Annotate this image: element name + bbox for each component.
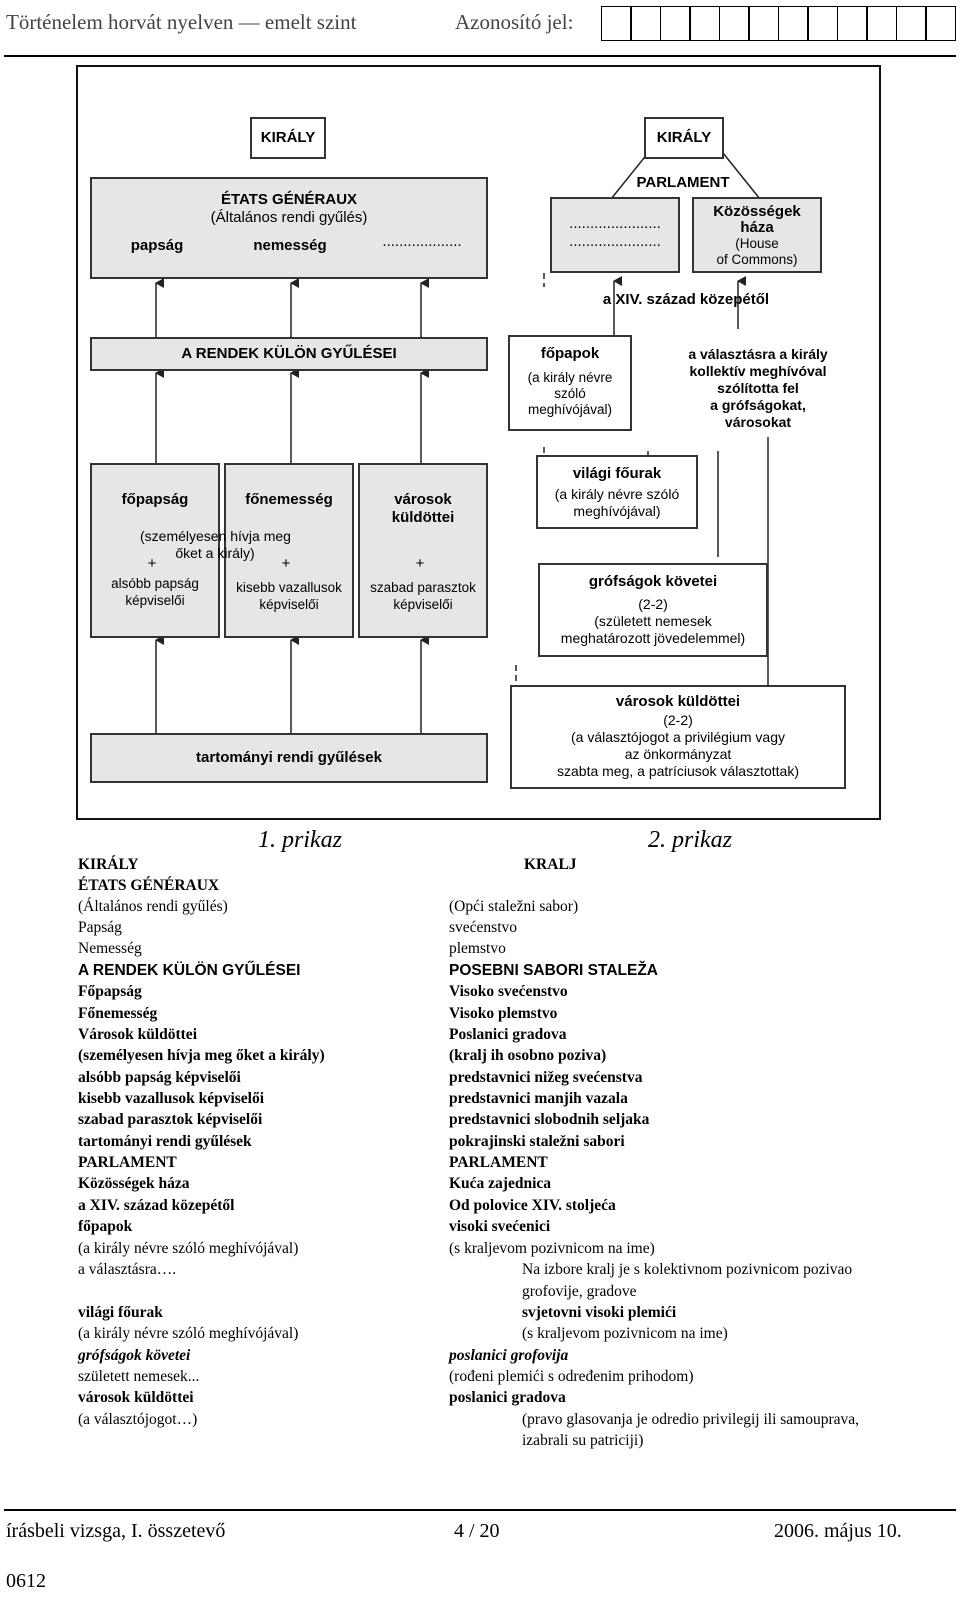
commons-box bbox=[692, 197, 822, 273]
id-box[interactable] bbox=[630, 6, 661, 41]
gloss-hr: Na izbore kralj je s kolektivnom pozivnicom pozivao bbox=[522, 1261, 853, 1278]
fopapsag-bottom-1: alsóbb papság bbox=[111, 576, 199, 591]
vilagi-1: világi főurak bbox=[572, 465, 662, 482]
gloss-hr: (s kraljevom pozivnicom na ime) bbox=[522, 1325, 728, 1342]
vilagi-box bbox=[536, 455, 698, 529]
commons-4: of Commons) bbox=[716, 252, 798, 267]
right-king-box bbox=[644, 117, 724, 159]
vilagi-2: (a király névre szóló bbox=[554, 486, 680, 502]
id-box[interactable] bbox=[660, 6, 691, 41]
gloss-hr: Visoko plemstvo bbox=[449, 1005, 558, 1022]
gloss-hu: főpapok bbox=[78, 1218, 133, 1235]
gloss-hr: grofovije, gradove bbox=[522, 1283, 637, 1300]
gloss-hr: predstavnici manjih vazala bbox=[449, 1090, 628, 1107]
tartomanyi-box bbox=[90, 733, 488, 783]
gloss-hu: született nemesek... bbox=[78, 1368, 200, 1385]
lords-dots-1: ...................... bbox=[569, 215, 661, 232]
gloss-hr: (Opći staležni sabor) bbox=[449, 898, 579, 915]
parlament-label: PARLAMENT bbox=[636, 174, 730, 191]
left-king-label: KIRÁLY bbox=[260, 129, 316, 146]
varos-2: (2-2) bbox=[663, 712, 693, 728]
gloss-hr: predstavnici nižeg svećenstva bbox=[449, 1069, 643, 1086]
id-box[interactable] bbox=[719, 6, 750, 41]
grof-4: meghatározott jövedelemmel) bbox=[560, 630, 746, 646]
footer-date: 2006. május 10. bbox=[774, 1520, 902, 1542]
id-box[interactable] bbox=[778, 6, 809, 41]
rendek-label: A RENDEK KÜLÖN GYŰLÉSEI bbox=[181, 345, 397, 362]
gloss-hr: poslanici gradova bbox=[449, 1389, 566, 1406]
lords-dots-2: ...................... bbox=[569, 233, 661, 250]
vilagi-3: meghívójával) bbox=[573, 503, 661, 519]
grof-1: grófságok követei bbox=[588, 573, 718, 590]
gloss-hu: Közösségek háza bbox=[78, 1175, 190, 1192]
gloss-hu: Nemesség bbox=[78, 940, 142, 957]
gloss-hu: Városok küldöttei bbox=[78, 1026, 197, 1043]
gloss-hr: plemstvo bbox=[449, 940, 506, 957]
gloss-hu: ÉTATS GÉNÉRAUX bbox=[78, 877, 220, 894]
fonemesseg-title: főnemesség bbox=[245, 491, 333, 508]
rendek-box bbox=[90, 337, 488, 371]
personal-invite-1: (személyesen hívja meg bbox=[140, 528, 291, 544]
etats-nemesseg: nemesség bbox=[253, 237, 327, 254]
varosok-plus: + bbox=[415, 555, 425, 572]
gloss-hu: (Általános rendi gyűlés) bbox=[78, 898, 228, 915]
gloss-hr: KRALJ bbox=[524, 856, 577, 873]
gloss-hu: (a király névre szóló meghívójával) bbox=[78, 1240, 299, 1257]
gloss-hu: szabad parasztok képviselői bbox=[78, 1111, 263, 1128]
valasztas-3: szólította fel bbox=[717, 380, 799, 396]
header-rule bbox=[4, 55, 956, 57]
fopapok-3: meghívójával) bbox=[527, 402, 613, 417]
gloss-hr: visoki svećenici bbox=[449, 1218, 551, 1235]
varosok-title-1: városok bbox=[394, 491, 452, 508]
lords-dots-box bbox=[550, 197, 680, 273]
gloss-hu: a XIV. század közepétől bbox=[78, 1197, 235, 1214]
personal-invite-2: őket a király) bbox=[175, 545, 255, 561]
gloss-hr: Kuća zajednica bbox=[449, 1175, 552, 1192]
grofsagok-box bbox=[538, 563, 768, 657]
gloss-hu: tartományi rendi gyűlések bbox=[78, 1133, 252, 1150]
varosok-bottom-2: képviselői bbox=[393, 597, 453, 612]
left-king-box bbox=[250, 117, 326, 159]
varos-5: szabta meg, a patríciusok választottak) bbox=[557, 763, 799, 779]
gloss-hr: izabrali su patriciji) bbox=[522, 1432, 644, 1449]
gloss-hu: A RENDEK KÜLÖN GYŰLÉSEI bbox=[78, 962, 301, 979]
etats-papsag: papság bbox=[130, 237, 184, 254]
fopapsag-plus: + bbox=[147, 555, 157, 572]
gloss-hr: Od polovice XIV. stoljeća bbox=[449, 1197, 616, 1214]
valasztas-2: kollektív meghívóval bbox=[689, 363, 827, 379]
etats-dots: ................... bbox=[382, 233, 462, 250]
gloss-hu: Papság bbox=[78, 919, 122, 936]
estates-diagram bbox=[76, 65, 881, 820]
footer-page-number: 4 / 20 bbox=[454, 1520, 500, 1542]
fopapok-2: szóló bbox=[554, 386, 586, 401]
fopapok-title: főpapok bbox=[540, 345, 600, 362]
gloss-hr: PARLAMENT bbox=[449, 1154, 548, 1171]
etats-generaux-box bbox=[90, 177, 488, 279]
gloss-hu: alsóbb papság képviselői bbox=[78, 1069, 241, 1086]
gloss-hu: Főpapság bbox=[78, 983, 142, 1000]
gloss-hr: (s kraljevom pozivnicom na ime) bbox=[449, 1240, 655, 1257]
id-box[interactable] bbox=[689, 6, 720, 41]
gloss-hr: pokrajinski staležni sabori bbox=[449, 1133, 625, 1150]
fonemesseg-bottom-1: kisebb vazallusok bbox=[236, 580, 342, 595]
id-box[interactable] bbox=[866, 6, 897, 41]
valasztas-4: a grófságokat, bbox=[710, 397, 806, 413]
id-box[interactable] bbox=[837, 6, 868, 41]
fonemesseg-plus: + bbox=[281, 555, 291, 572]
fopapsag-bottom-2: képviselői bbox=[125, 593, 185, 608]
gloss-hr: (kralj ih osobno poziva) bbox=[449, 1047, 607, 1064]
page-header bbox=[0, 0, 960, 58]
gloss-hr: predstavnici slobodnih seljaka bbox=[449, 1111, 650, 1128]
id-box[interactable] bbox=[925, 6, 956, 41]
right-king-label: KIRÁLY bbox=[656, 129, 712, 146]
valasztas-1: a választásra a király bbox=[688, 346, 828, 362]
gloss-hu: grófságok követei bbox=[78, 1347, 191, 1364]
gloss-hu: (a választójogot…) bbox=[78, 1411, 198, 1428]
gloss-hu: a választásra…. bbox=[78, 1261, 177, 1278]
tartomanyi-label: tartományi rendi gyűlések bbox=[196, 749, 382, 766]
id-box[interactable] bbox=[807, 6, 838, 41]
gloss-hr: poslanici grofovija bbox=[449, 1347, 569, 1364]
footer-code: 0612 bbox=[6, 1570, 46, 1592]
gloss-hr: (pravo glasovanja je odredio privilegij ili samouprava, bbox=[522, 1411, 860, 1428]
gloss-hr: POSEBNI SABORI STALEŽA bbox=[449, 962, 658, 979]
varosok-box bbox=[358, 463, 488, 638]
header-title: Történelem horvát nyelven — emelt szint bbox=[6, 10, 357, 34]
commons-1: Közösségek bbox=[713, 203, 801, 220]
varosok-title-2: küldöttei bbox=[391, 509, 455, 526]
gloss-hr: Poslanici gradova bbox=[449, 1026, 567, 1043]
varosok-bottom-1: szabad parasztok bbox=[370, 580, 476, 595]
id-box[interactable] bbox=[601, 6, 632, 41]
etats-subtitle: (Általános rendi gyűlés) bbox=[210, 209, 368, 226]
gloss-hr: Visoko svećenstvo bbox=[449, 983, 568, 1000]
xiv-label: a XIV. század közepétől bbox=[602, 291, 770, 308]
etats-title: ÉTATS GÉNÉRAUX bbox=[220, 191, 358, 208]
id-box[interactable] bbox=[896, 6, 927, 41]
varosok-kuldottei-box bbox=[510, 685, 846, 789]
gloss-hu: (személyesen hívja meg őket a király) bbox=[78, 1047, 325, 1064]
heading-prikaz-2: 2. prikaz bbox=[648, 827, 732, 853]
fopapok-box bbox=[508, 335, 632, 431]
id-boxes bbox=[602, 6, 956, 41]
varos-4: az önkormányzat bbox=[624, 746, 732, 762]
footer-exam-label: írásbeli vizsga, I. összetevő bbox=[6, 1520, 226, 1542]
id-label: Azonosító jel: bbox=[455, 10, 574, 34]
gloss-hr: svjetovni visoki plemići bbox=[522, 1304, 677, 1321]
gloss-hu: PARLAMENT bbox=[78, 1154, 177, 1171]
fonemesseg-bottom-2: képviselői bbox=[259, 597, 319, 612]
footer-rule bbox=[4, 1509, 956, 1511]
gloss-hr: svećenstvo bbox=[449, 919, 518, 936]
commons-3: (House bbox=[735, 236, 779, 251]
gloss-hu: (a király névre szóló meghívójával) bbox=[78, 1325, 299, 1342]
gloss-hu: Főnemesség bbox=[78, 1005, 158, 1022]
varos-1: városok küldöttei bbox=[615, 693, 741, 710]
varos-3: (a választójogot a privilégium vagy bbox=[571, 729, 785, 745]
grof-3: (született nemesek bbox=[594, 613, 712, 629]
gloss-hu: világi főurak bbox=[78, 1304, 163, 1321]
gloss-hu: városok küldöttei bbox=[78, 1389, 194, 1406]
grof-2: (2-2) bbox=[638, 596, 668, 612]
commons-2: háza bbox=[740, 219, 774, 236]
gloss-hr: (rođeni plemići s određenim prihodom) bbox=[449, 1368, 694, 1385]
gloss-hu: kisebb vazallusok képviselői bbox=[78, 1090, 265, 1107]
gloss-hu: KIRÁLY bbox=[78, 856, 139, 873]
id-box[interactable] bbox=[748, 6, 779, 41]
heading-prikaz-1: 1. prikaz bbox=[258, 827, 342, 853]
fopapok-1: (a király névre bbox=[527, 370, 613, 385]
valasztas-5: városokat bbox=[724, 414, 792, 430]
fopapsag-title: főpapság bbox=[121, 491, 189, 508]
